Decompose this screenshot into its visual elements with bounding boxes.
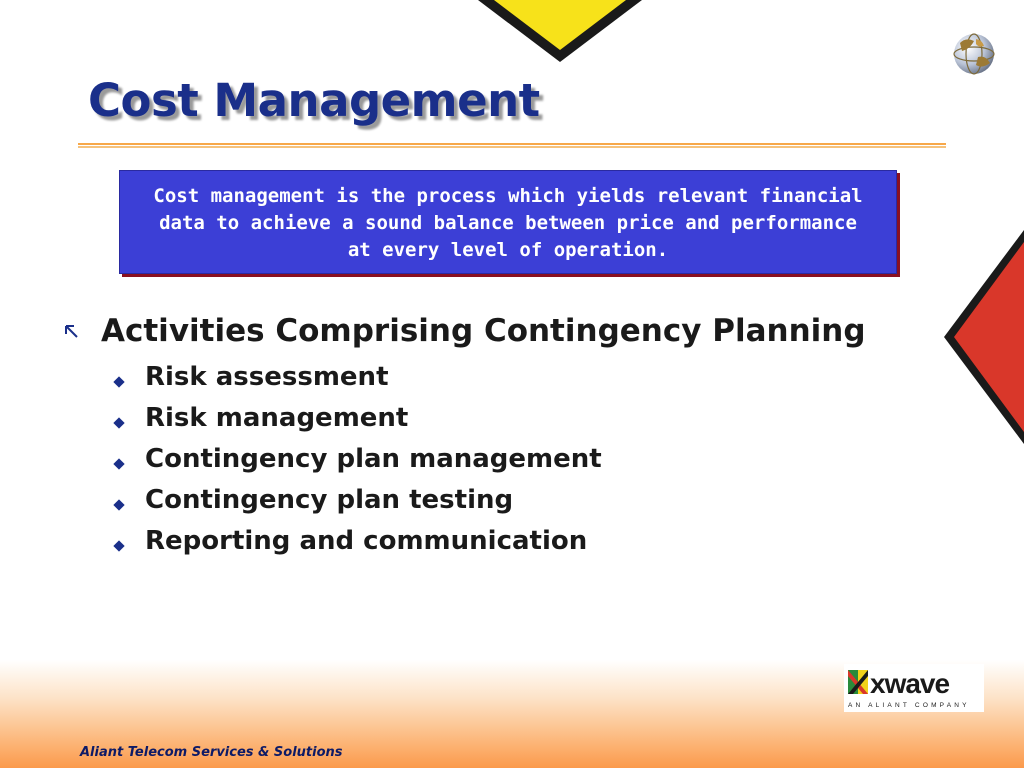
list-item-text: Contingency plan management: [145, 444, 602, 474]
globe-icon: [952, 31, 998, 79]
diamond-bullet-icon: [113, 458, 124, 469]
diamond-bullet-icon: [113, 499, 124, 510]
arrow-bullet-icon: [62, 322, 82, 342]
definition-box: [119, 170, 897, 274]
logo-tagline: AN ALIANT COMPANY: [848, 702, 970, 709]
title-divider: [78, 143, 946, 148]
footer-company-name: Aliant Telecom Services & Solutions: [80, 745, 343, 760]
section-heading: Activities Comprising Contingency Planning: [101, 313, 866, 349]
list-item-text: Risk management: [145, 403, 409, 433]
yellow-diamond-icon: [470, 0, 650, 66]
definition-text: Cost management is the process which yields relevant financial data to achieve a sound balance between price and performance at every level of operation.: [153, 185, 863, 261]
list-item-text: Reporting and communication: [145, 526, 588, 556]
diamond-bullet-icon: [113, 417, 124, 428]
logo-wordmark: xwave: [870, 668, 950, 699]
list-item-text: Risk assessment: [145, 362, 389, 392]
page-title: Cost Management: [88, 74, 540, 127]
diamond-bullet-icon: [113, 376, 124, 387]
red-diamond-icon: [940, 230, 1024, 444]
diamond-bullet-icon: [113, 540, 124, 551]
list-item-text: Contingency plan testing: [145, 485, 514, 515]
xwave-logo: [844, 664, 984, 712]
